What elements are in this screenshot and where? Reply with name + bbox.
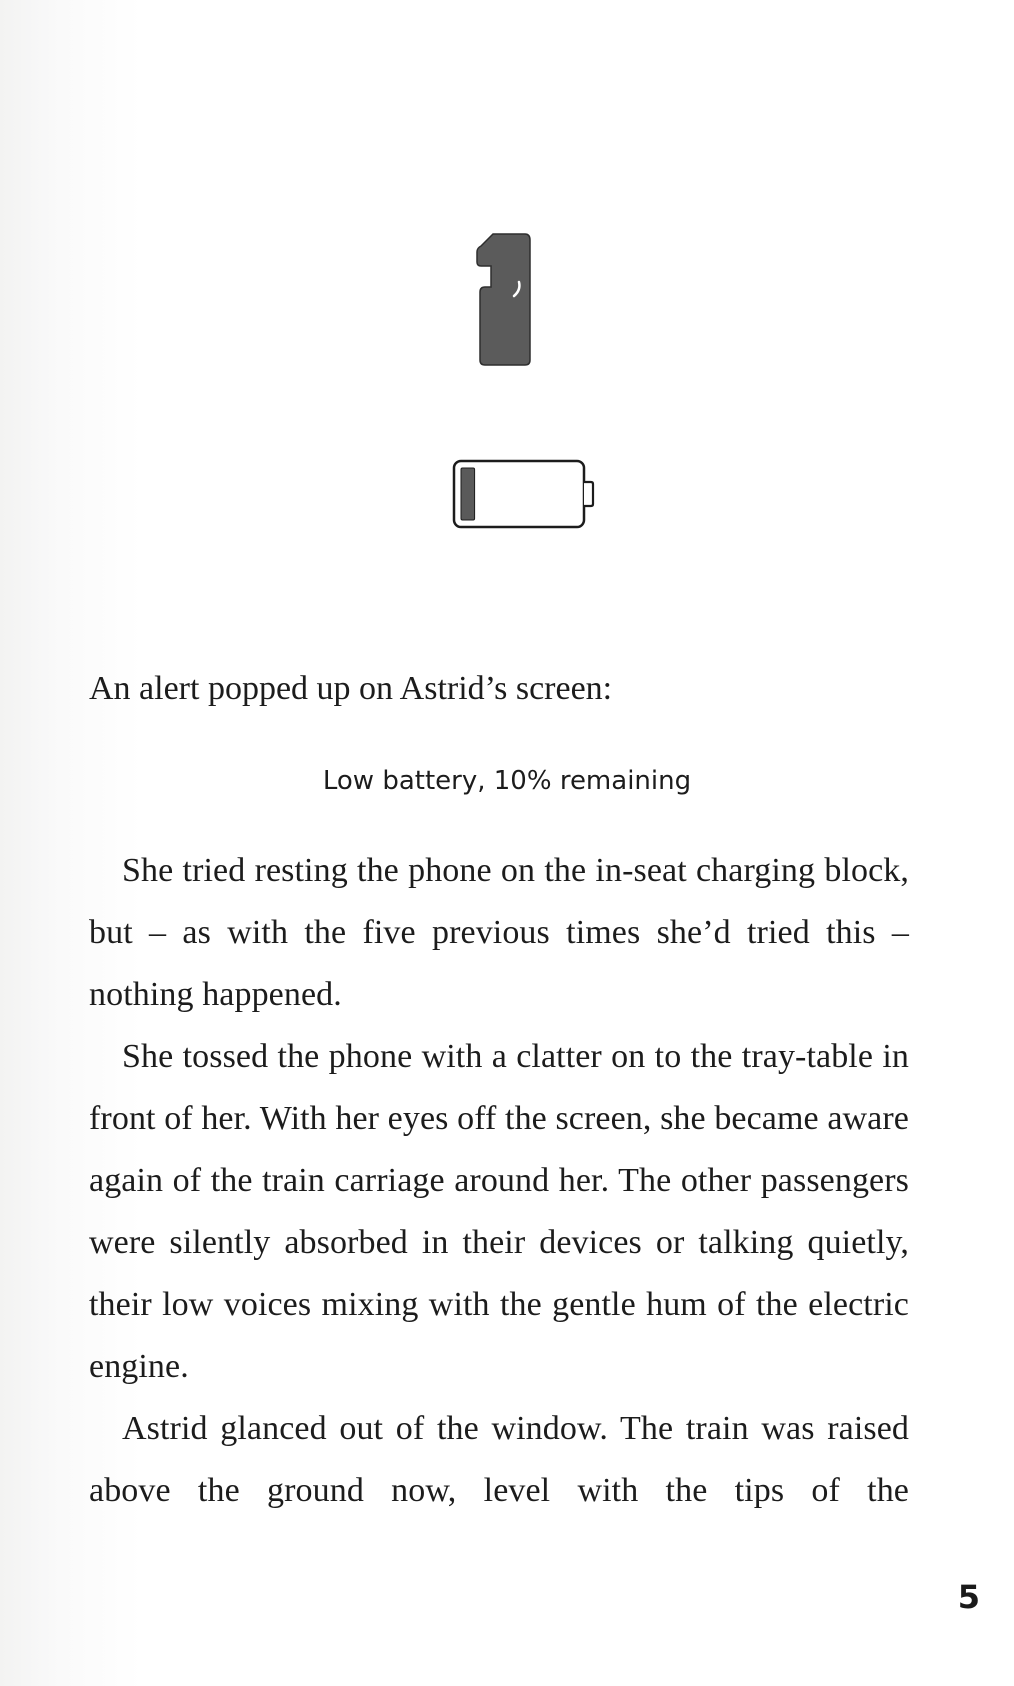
low-battery-alert: Low battery, 10% remaining <box>322 766 692 796</box>
intro-line: An alert popped up on Astrid’s screen: <box>89 670 613 707</box>
paragraph-train-carriage: She tossed the phone with a clatter on to the tray-table in front of her. With her eyes off the screen, she became aware again of the train carriage around her. The other passengers were silently absorbed in their devices or talking quietly, their low voices mixing with the gentle hum of the electric engine. <box>89 1038 909 1385</box>
page-number: 5 <box>957 1578 980 1616</box>
paragraph-charging: She tried resting the phone on the in-seat charging block, but – as with the five previous times she’d tried this – nothing happened. <box>89 852 909 1013</box>
low-battery-icon <box>451 458 597 530</box>
chapter-one-numeral-icon <box>475 232 535 366</box>
paragraph-window: Astrid glanced out of the window. The train was raised above the ground now, level with the tips of the <box>89 1410 909 1509</box>
battery-level-fill <box>461 468 475 520</box>
